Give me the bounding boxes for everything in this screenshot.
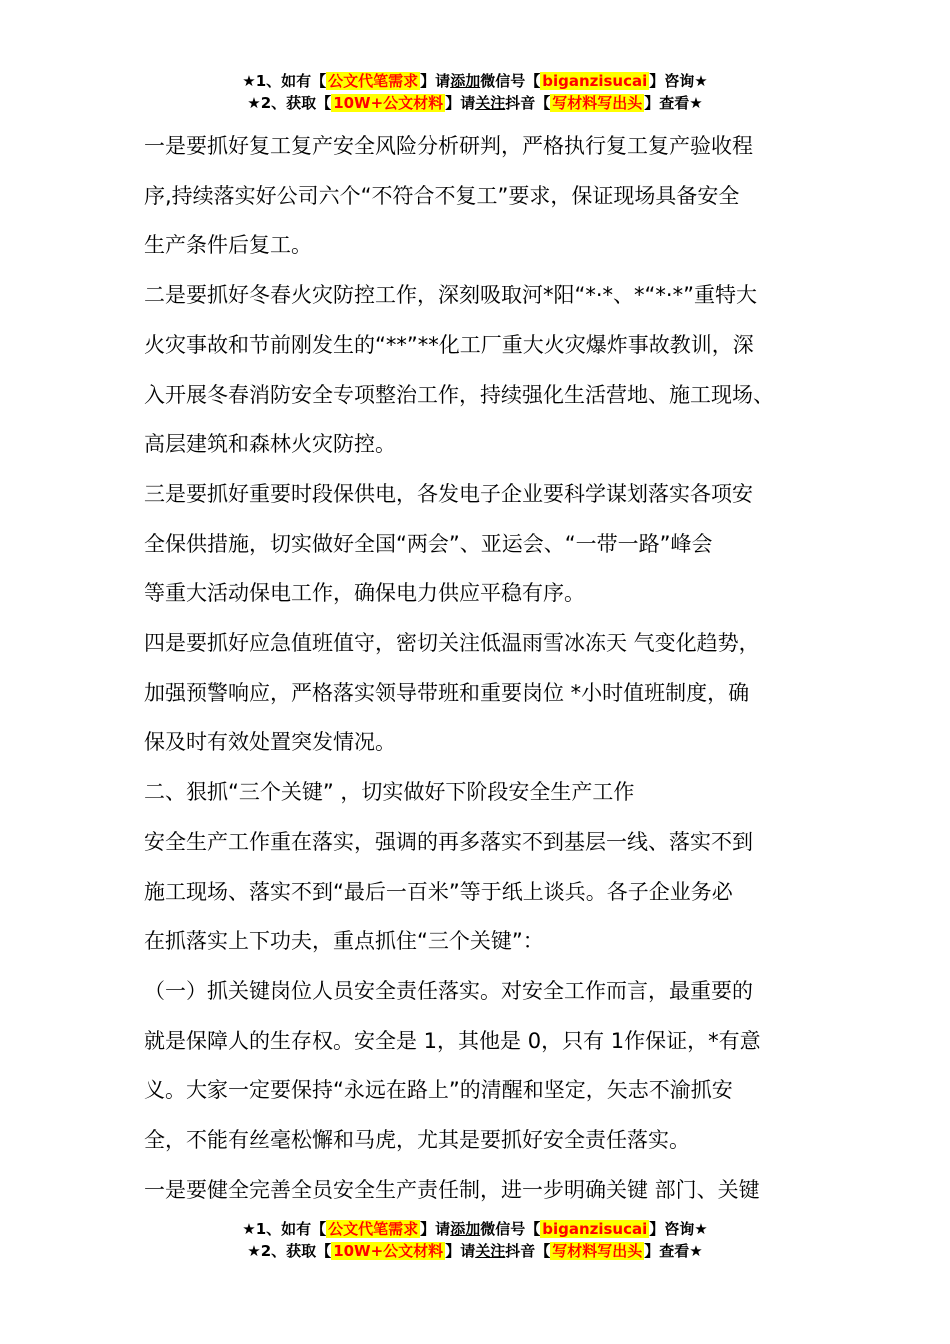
body-line: 全，不能有丝毫松懈和马虎，尤其是要抓好安全责任落实。 <box>144 1128 690 1153</box>
banner-text: ★1、如有【 <box>242 72 327 90</box>
banner-text: ★1、如有【 <box>242 1220 327 1238</box>
body-line: 保及时有效处置突发情况。 <box>144 730 396 755</box>
banner-text: 】查看★ <box>644 1242 703 1260</box>
banner-text: 】请 <box>445 94 476 112</box>
banner-text: 】请 <box>420 72 451 90</box>
body-line: 施工现场、落实不到“最后一百米”等于纸上谈兵。各子企业务必 <box>144 879 733 904</box>
banner-text: 】请 <box>420 1220 451 1238</box>
body-line: 三是要抓好重要时段保供电，各发电子企业要科学谋划落实各项安 <box>144 481 753 506</box>
banner-highlight: 10W+公文材料 <box>333 94 444 112</box>
banner-emphasis: 关注 <box>475 94 506 112</box>
body-line: 安全生产工作重在落实，强调的再多落实不到基层一线、落实不到 <box>144 829 753 854</box>
banner-highlight: 写材料写出头 <box>552 1242 643 1260</box>
banner-text: ★2、获取【 <box>247 94 332 112</box>
body-line: 二是要抓好冬春火灾防控工作，深刻吸取河*阳“*·*、*“*·*”重特大 <box>144 283 757 308</box>
document-body <box>144 122 824 1215</box>
banner-highlight: 写材料写出头 <box>552 94 643 112</box>
banner-line-2 <box>0 1240 950 1262</box>
body-line: 生产条件后复工。 <box>144 233 312 258</box>
banner-highlight: 公文代笔需求 <box>328 1220 419 1238</box>
banner-emphasis: 添加 <box>450 1220 481 1238</box>
banner-text: 】查看★ <box>644 94 703 112</box>
body-line: 序,持续落实好公司六个“不符合不复工”要求，保证现场具备安全 <box>144 183 740 208</box>
banner-text: 微信号【 <box>480 72 541 90</box>
footer-banner <box>0 1218 950 1262</box>
banner-text: 】请 <box>445 1242 476 1260</box>
banner-highlight: biganzisucai <box>542 1220 648 1238</box>
body-line: 一是要抓好复工复产安全风险分析研判，严格执行复工复产验收程 <box>144 134 753 158</box>
banner-emphasis: 关注 <box>475 1242 506 1260</box>
banner-highlight: 10W+公文材料 <box>333 1242 444 1260</box>
header-banner <box>0 70 950 114</box>
body-line: 火灾事故和节前刚发生的“**”**化工厂重大火灾爆炸事故教训，深 <box>144 332 754 357</box>
banner-line-1 <box>0 1218 950 1240</box>
banner-text: 抖音【 <box>505 94 551 112</box>
body-line: 一是要健全完善全员安全生产责任制，进一步明确关键 部门、关键 <box>144 1177 760 1202</box>
banner-emphasis: 添加 <box>450 72 481 90</box>
body-line: 四是要抓好应急值班值守，密切关注低温雨雪冰冻天 气变化趋势， <box>144 631 760 656</box>
banner-text: 】咨询★ <box>649 1220 708 1238</box>
body-line: （一）抓关键岗位人员安全责任落实。对安全工作而言，最重要的 <box>144 978 753 1003</box>
banner-text: 】咨询★ <box>649 72 708 90</box>
body-line: 全保供措施，切实做好全国“两会”、亚运会、“一带一路”峰会 <box>144 531 713 556</box>
banner-text: 抖音【 <box>505 1242 551 1260</box>
body-line: 等重大活动保电工作，确保电力供应平稳有序。 <box>144 581 585 606</box>
banner-text: 微信号【 <box>480 1220 541 1238</box>
body-line: 入开展冬春消防安全专项整治工作，持续强化生活营地、施工现场、 <box>144 382 774 407</box>
banner-line-1 <box>0 70 950 92</box>
body-line: 在抓落实上下功夫，重点抓住“三个关键”： <box>144 929 544 954</box>
banner-line-2 <box>0 92 950 114</box>
banner-highlight: biganzisucai <box>542 72 648 90</box>
banner-highlight: 公文代笔需求 <box>328 72 419 90</box>
banner-text: ★2、获取【 <box>247 1242 332 1260</box>
body-line: 义。大家一定要保持“永远在路上”的清醒和坚定，矢志不渝抓安 <box>144 1078 733 1103</box>
body-line: 加强预警响应，严格落实领导带班和重要岗位 *小时值班制度，确 <box>144 680 750 705</box>
body-line: 就是保障人的生存权。安全是 1，其他是 0，只有 1作保证，*有意 <box>144 1028 761 1053</box>
section-heading: 二、狠抓“三个关键” ，切实做好下阶段安全生产工作 <box>144 780 635 805</box>
body-line: 高层建筑和森林火灾防控。 <box>144 432 396 457</box>
